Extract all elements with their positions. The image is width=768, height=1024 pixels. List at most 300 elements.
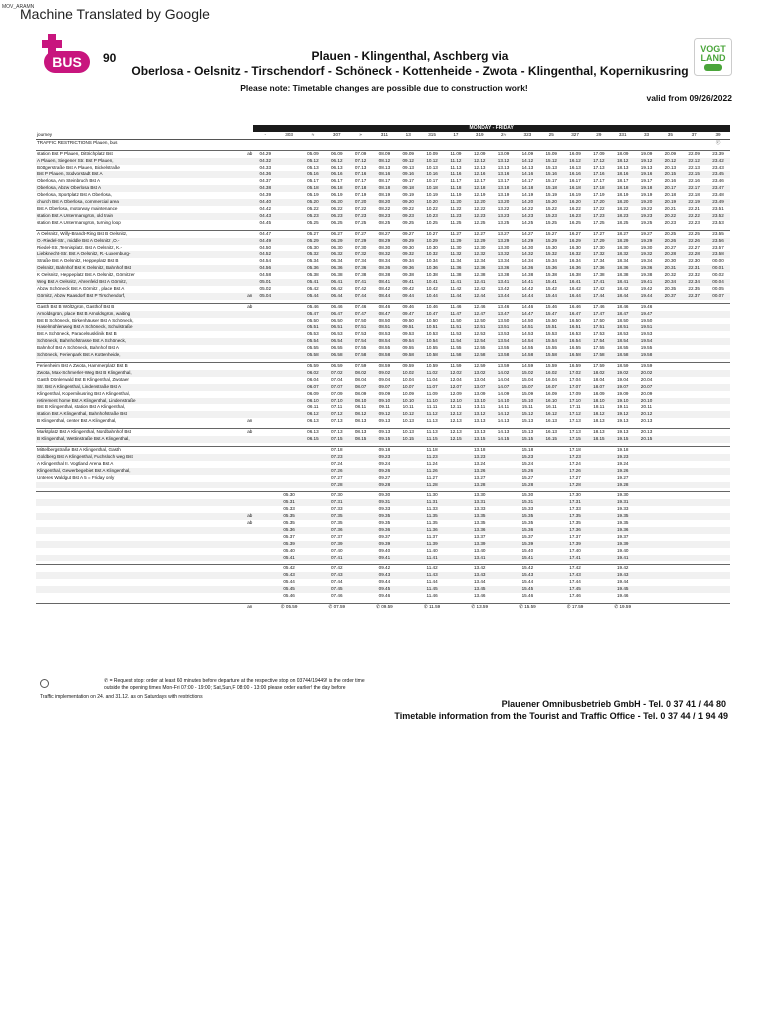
departure-time: 08.50	[378, 317, 391, 323]
departure-time	[349, 482, 373, 489]
arrival-departure-mark	[242, 555, 253, 562]
arrival-departure-mark	[242, 384, 253, 391]
departure-time: 16.22	[569, 205, 581, 211]
departure-time: 17.23	[593, 212, 605, 218]
departure-time	[539, 534, 563, 541]
empty-cell	[539, 139, 563, 146]
departure-time	[539, 499, 563, 506]
departure-time	[396, 527, 420, 534]
departure-time: 06.22	[331, 205, 343, 211]
departure-time: 11.55	[450, 345, 462, 351]
departure-time	[658, 527, 682, 534]
departure-time: 15.12	[545, 157, 557, 163]
departure-time: 17.41	[593, 279, 605, 285]
departure-time: 08.13	[349, 429, 373, 436]
departure-time: 08.55	[378, 345, 391, 351]
departure-time: 12.23	[473, 212, 486, 218]
arrival-departure-mark: an	[242, 604, 253, 611]
departure-time: 17.36	[593, 265, 605, 271]
departure-time: 16.09	[563, 150, 587, 157]
departure-time: 09.13	[402, 164, 414, 170]
stop-name: Marktplatz Bst A Klingenthal, Nordbahnhof Bst	[36, 429, 242, 436]
departure-time: 11.26	[426, 467, 438, 473]
departure-time: 17.29	[593, 237, 605, 243]
departure-time: 09.16	[402, 171, 414, 177]
departure-time	[658, 345, 682, 352]
departure-time: 11.50	[450, 317, 462, 323]
departure-time: 12.36	[473, 265, 486, 271]
table-row	[36, 251, 730, 258]
departure-time: 07.15	[331, 436, 343, 442]
departure-time: 20.11	[640, 404, 653, 410]
departure-time: 16.13	[569, 164, 581, 170]
departure-time: 07.44	[354, 292, 367, 298]
departure-time: 16.30	[569, 244, 581, 250]
departure-time: 12.32	[473, 251, 486, 257]
departure-time: 11.53	[450, 331, 462, 337]
departure-time	[658, 418, 682, 425]
departure-time: 16.11	[545, 404, 557, 410]
departure-time: 19.20	[640, 199, 653, 205]
departure-time: 10.18	[426, 185, 438, 191]
departure-time	[349, 527, 373, 534]
departure-time: 19.13	[640, 164, 653, 170]
journey-number: »	[349, 132, 373, 139]
departure-time: 13.30	[497, 244, 510, 250]
departure-time: 22.16	[688, 178, 700, 184]
departure-time	[444, 548, 468, 555]
departure-time: 13.17	[497, 178, 510, 184]
departure-time	[444, 446, 468, 453]
departure-time: 13.53	[497, 331, 510, 337]
departure-time	[349, 468, 373, 475]
departure-time	[682, 404, 706, 411]
departure-time: 20.15	[664, 171, 677, 177]
departure-time: 22.12	[688, 157, 700, 163]
departure-time: 20.10	[640, 397, 653, 403]
departure-time: 15.53	[545, 331, 557, 337]
departure-time: 04.49	[259, 237, 272, 243]
departure-time: 14.27	[515, 230, 539, 237]
departure-time: 09.15	[378, 436, 391, 442]
departure-time: 10.11	[402, 404, 414, 410]
departure-time	[396, 593, 420, 600]
departure-time	[682, 446, 706, 453]
departure-time	[658, 303, 682, 310]
departure-time: 14.13	[492, 429, 516, 436]
stop-name: station Bst A Klingenthal, Bahnhofstraße Bst	[37, 411, 127, 417]
departure-time	[539, 579, 563, 586]
stop-name: Oberlosa, Am Steinbruch Bst A	[37, 178, 101, 184]
departure-time	[635, 548, 659, 555]
journey-number: 311	[373, 132, 397, 139]
table-row	[36, 338, 730, 345]
departure-time: 11.31	[426, 499, 438, 505]
departure-time: 07.24	[331, 460, 343, 466]
empty-cell	[515, 139, 539, 146]
departure-time: 11.36	[450, 265, 462, 271]
departure-time	[706, 384, 730, 391]
departure-time: 10.12	[426, 157, 438, 163]
arrival-departure-mark	[242, 499, 253, 506]
departure-time	[587, 534, 611, 541]
departure-time: 17.04	[569, 376, 581, 382]
departure-time	[301, 520, 325, 527]
departure-time	[444, 506, 468, 513]
departure-time	[253, 586, 277, 593]
departure-time	[682, 429, 706, 436]
departure-time: 16.13	[539, 429, 563, 436]
departure-time	[706, 468, 730, 475]
departure-time: 07.13	[354, 164, 367, 170]
departure-time: 19.54	[640, 338, 653, 344]
departure-time: 15.13	[545, 164, 557, 170]
departure-time: 18.38	[616, 272, 629, 278]
departure-time: 10.12	[402, 411, 414, 417]
departure-time: 18.54	[616, 338, 629, 344]
departure-time	[253, 311, 277, 318]
departure-time: 05.37	[283, 533, 295, 539]
arrival-departure-mark	[242, 572, 253, 579]
departure-time: 15.25	[545, 219, 557, 225]
departure-time: 07.11	[331, 404, 343, 410]
table-row	[36, 158, 730, 165]
table-row	[36, 411, 730, 418]
departure-time	[253, 384, 277, 391]
departure-time	[444, 565, 468, 572]
arrival-departure-mark	[242, 286, 253, 293]
departure-time	[635, 492, 659, 499]
stop-name: church Bst A Oberlosa, commercial area	[37, 199, 119, 205]
departure-time: 20.30	[664, 258, 677, 264]
departure-time: 05.44	[307, 292, 319, 298]
departure-time	[396, 555, 420, 562]
stop-name	[36, 593, 242, 600]
stop-name: Schöneck, Ferienpark Bst A Kottenheide,	[37, 352, 121, 358]
table-row	[36, 377, 730, 384]
departure-time: 06.15	[307, 436, 319, 442]
departure-time: 15.27	[521, 474, 534, 480]
stop-name: Oelsnitz, Bahnhof Bst K Oelsnitz, Bahnhof Bst	[37, 265, 131, 271]
departure-time: 18.59	[611, 363, 635, 370]
departure-time	[635, 579, 659, 586]
table-row	[36, 499, 730, 506]
departure-time	[444, 454, 468, 461]
departure-time: 11.11	[426, 404, 438, 410]
restrictions-row	[36, 139, 730, 146]
departure-time: 22.18	[688, 192, 700, 198]
empty-cell	[587, 139, 611, 146]
departure-time: 10.02	[402, 369, 414, 375]
departure-time	[253, 363, 277, 370]
departure-time: 15.50	[545, 317, 557, 323]
departure-time: 11.46	[426, 593, 438, 599]
translation-banner	[0, 0, 768, 28]
departure-time: 11.29	[450, 237, 462, 243]
departure-time	[277, 158, 301, 165]
departure-time: 05.13	[307, 164, 319, 170]
departure-time: 14.17	[521, 178, 534, 184]
departure-time: 17.42	[593, 285, 605, 291]
departure-time	[349, 586, 373, 593]
departure-time: 07.18	[354, 185, 367, 191]
departure-time: 19.28	[616, 481, 629, 487]
departure-time: 13.16	[497, 171, 510, 177]
journey-number: 307	[325, 132, 349, 139]
table-row	[36, 199, 730, 206]
departure-time: 19.55	[640, 345, 653, 351]
departure-time	[658, 513, 682, 520]
departure-time: 04.40	[259, 199, 272, 205]
departure-time: 09.12	[402, 157, 414, 163]
departure-time: 08.11	[355, 404, 367, 410]
departure-time: 19.44	[616, 579, 629, 585]
departure-time	[682, 586, 706, 593]
departure-time: 22.17	[688, 185, 700, 191]
departure-time: 09.47	[402, 310, 414, 316]
departure-time: 07.59	[349, 363, 373, 370]
departure-time: 19.13	[616, 418, 629, 424]
departure-time: 06.36	[331, 265, 343, 271]
departure-time	[635, 506, 659, 513]
departure-time: 15.23	[545, 212, 557, 218]
departure-time: 19.32	[640, 251, 653, 257]
departure-time: 12.13	[444, 429, 468, 436]
departure-time	[277, 213, 301, 220]
departure-time: 06.17	[331, 178, 343, 184]
departure-time: 19.38	[640, 272, 653, 278]
departure-time: 19.12	[640, 157, 653, 163]
departure-time: 06.54	[331, 338, 343, 344]
departure-time: 14.51	[521, 324, 534, 330]
departure-time: 11.45	[426, 586, 438, 592]
departure-time	[539, 468, 563, 475]
departure-time: 07.13	[325, 429, 349, 436]
departure-time	[658, 541, 682, 548]
departure-time: 14.04	[497, 376, 510, 382]
departure-time: 14.46	[515, 303, 539, 310]
stop-name: station Bst P Plauen, Dittrichplatz Bst	[36, 150, 242, 157]
stop-name	[36, 534, 242, 541]
departure-time	[635, 604, 659, 611]
departure-time: 06.51	[331, 324, 343, 330]
departure-time: 20.26	[664, 237, 677, 243]
departure-time: 18.51	[616, 324, 629, 330]
departure-time: 13.02	[473, 369, 486, 375]
departure-time: 13.34	[497, 258, 510, 264]
departure-time: 20.17	[664, 185, 677, 191]
departure-time: 07.27	[331, 474, 343, 480]
departure-time: 13.39	[473, 540, 486, 546]
departure-time: 17.59	[587, 363, 611, 370]
departure-time: 12.15	[450, 436, 462, 442]
departure-time: 06.59	[325, 363, 349, 370]
departure-time: 15.02	[521, 369, 534, 375]
departure-time: 20.12	[664, 157, 677, 163]
departure-time	[682, 520, 706, 527]
departure-time: 17.31	[569, 499, 581, 505]
departure-time: 10.13	[426, 164, 438, 170]
departure-time	[492, 468, 516, 475]
departure-time: 14.13	[521, 164, 534, 170]
departure-time: 07.41	[354, 279, 367, 285]
table-row	[36, 318, 730, 325]
stop-name	[36, 482, 242, 489]
departure-time	[277, 206, 301, 213]
departure-time: 07.34	[354, 258, 367, 264]
departure-time	[706, 338, 730, 345]
departure-time: 13.25	[497, 219, 510, 225]
departure-time	[658, 499, 682, 506]
departure-time: 16.54	[569, 338, 581, 344]
departure-time	[444, 541, 468, 548]
departure-time	[444, 499, 468, 506]
departure-time	[301, 446, 325, 453]
departure-time	[492, 555, 516, 562]
departure-time: 19.53	[640, 331, 653, 337]
departure-time	[635, 499, 659, 506]
table-row	[36, 293, 730, 300]
departure-time: 11.10	[426, 397, 438, 403]
departure-time: 15.58	[545, 352, 557, 358]
departure-time: 11.25	[450, 219, 462, 225]
departure-time: 05.41	[283, 554, 295, 560]
departure-time: 15.19	[545, 192, 557, 198]
table-row	[36, 245, 730, 252]
departure-time	[301, 461, 325, 468]
stop-name: Böttgerstraße Bst A Plauen, Bickelstraße	[37, 164, 120, 170]
departure-time	[682, 492, 706, 499]
departure-time	[658, 398, 682, 405]
departure-time: 08.19	[378, 192, 391, 198]
departure-time	[658, 311, 682, 318]
departure-time	[492, 541, 516, 548]
departure-time: 19.02	[616, 369, 629, 375]
departure-time: 11.32	[450, 251, 462, 257]
departure-time: 18.18	[616, 185, 629, 191]
departure-time: 14.11	[497, 404, 510, 410]
departure-time: 06.18	[331, 185, 343, 191]
departure-time: 08.53	[378, 331, 391, 337]
departure-time	[658, 572, 682, 579]
departure-time: 05.16	[307, 171, 319, 177]
departure-time	[444, 586, 468, 593]
departure-time	[444, 572, 468, 579]
arrival-departure-mark	[242, 363, 253, 370]
departure-time: 13.43	[473, 572, 486, 578]
departure-time: 18.10	[593, 397, 605, 403]
departure-time: 10.30	[426, 244, 438, 250]
departure-time: 05.47	[307, 310, 319, 316]
departure-time	[492, 520, 516, 527]
departure-time: 15.33	[521, 506, 534, 512]
departure-time	[658, 492, 682, 499]
departure-time: 19.24	[616, 460, 629, 466]
departure-time	[635, 586, 659, 593]
departure-time: 12.53	[473, 331, 486, 337]
departure-time: 09.55	[402, 345, 414, 351]
departure-time	[658, 555, 682, 562]
departure-time: 19.26	[616, 467, 629, 473]
departure-time	[658, 436, 682, 443]
departure-time	[658, 586, 682, 593]
table-row	[36, 565, 730, 572]
arrival-departure-mark	[242, 548, 253, 555]
table-row	[36, 548, 730, 555]
departure-time: 12.27	[468, 230, 492, 237]
departure-time: 17.13	[569, 418, 581, 424]
departure-time	[706, 352, 730, 359]
departure-time: 17.24	[569, 460, 581, 466]
departure-time: 09.46	[396, 303, 420, 310]
table-row	[36, 286, 730, 293]
departure-time: 15.18	[515, 446, 539, 453]
svg-text:LAND: LAND	[700, 53, 726, 63]
arrival-departure-mark	[242, 245, 253, 252]
departure-time: 15.22	[545, 205, 557, 211]
departure-time: 20.35	[664, 285, 677, 291]
departure-time	[706, 418, 730, 425]
departure-time: 13.41	[497, 279, 510, 285]
departure-time: 19.11	[617, 404, 629, 410]
departure-time: 13.23	[473, 453, 486, 459]
departure-time: 10.50	[426, 317, 438, 323]
departure-time	[444, 468, 468, 475]
departure-time	[706, 363, 730, 370]
departure-time: 16.13	[545, 418, 557, 424]
departure-time	[658, 363, 682, 370]
departure-time: 07.35	[331, 513, 343, 519]
departure-time: 09.40	[378, 547, 391, 553]
departure-time: 15.40	[521, 547, 534, 553]
departure-time: 05.12	[307, 157, 319, 163]
departure-time: 07.46	[331, 593, 343, 599]
departure-time: 19.07	[616, 383, 629, 389]
departure-time: 13.13	[473, 418, 486, 424]
departure-time: 18.23	[616, 212, 629, 218]
departure-time: 05.04	[259, 292, 272, 298]
departure-time: 05.32	[307, 251, 319, 257]
departure-time: 12.17	[473, 178, 486, 184]
traffic-note: Traffic implementation on 24. and 31.12. as on Saturdays with restrictions	[40, 694, 203, 700]
departure-time: 22.21	[688, 205, 700, 211]
route-line-2: Oberlosa - Oelsnitz - Tirschendorf - Schöneck - Kottenheide - Zwota - Klingenthal, Kopernikusring	[131, 64, 689, 78]
departure-time: 16.42	[569, 285, 581, 291]
departure-time: 13.18	[497, 185, 510, 191]
stop-name	[36, 555, 242, 562]
departure-time: 09.30	[373, 492, 397, 499]
table-row	[36, 384, 730, 391]
departure-time: 08.16	[378, 171, 391, 177]
departure-time: 19.23	[640, 212, 653, 218]
departure-time: 23.58	[712, 251, 724, 257]
arrival-departure-mark	[242, 411, 253, 418]
line-number: 90	[103, 51, 117, 65]
departure-time	[706, 506, 730, 513]
departure-time	[277, 482, 301, 489]
departure-time: 05.39	[283, 540, 295, 546]
stop-name: Bst A Oberlosa, motorway maintenance	[37, 205, 118, 211]
departure-time: 09.27	[378, 474, 391, 480]
arrival-departure-mark	[242, 318, 253, 325]
departure-time: 12.54	[473, 338, 486, 344]
departure-time	[396, 506, 420, 513]
departure-time: 13.09	[492, 150, 516, 157]
departure-time	[444, 482, 468, 489]
departure-time: 10.07	[402, 383, 414, 389]
departure-time: 11.19	[450, 192, 462, 198]
departure-time: 07.12	[331, 411, 343, 417]
